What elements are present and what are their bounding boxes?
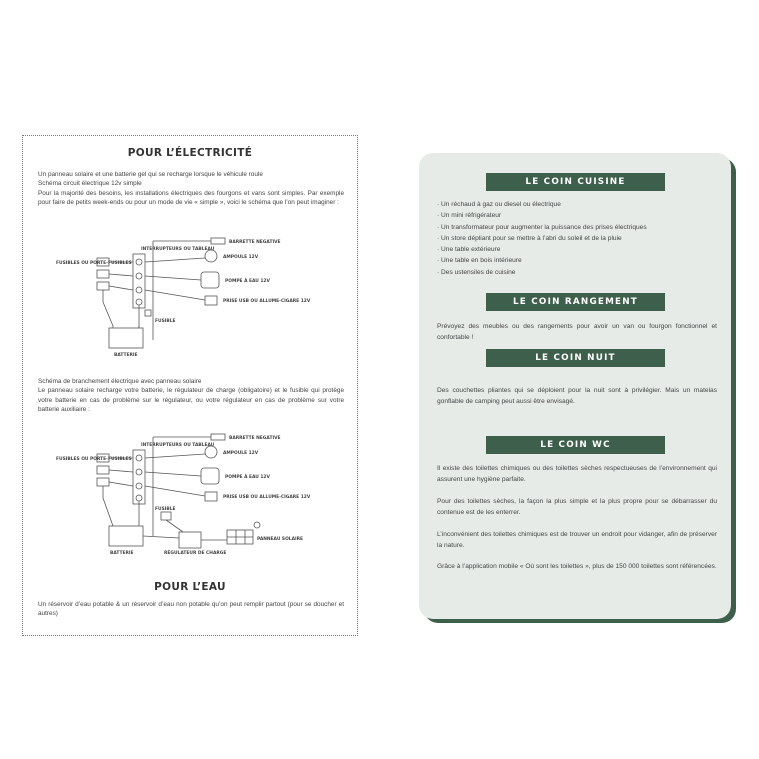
usb-socket bbox=[205, 296, 217, 305]
label-ampoule-2: AMPOULE 12V bbox=[223, 451, 259, 456]
sun bbox=[254, 522, 260, 528]
list-item: · Des ustensiles de cuisine bbox=[437, 268, 516, 276]
list-item: · Un transformateur pour augmenter la puissance des prises électriques bbox=[437, 223, 647, 231]
switch-panel bbox=[133, 254, 145, 308]
label-panneau: PANNEAU SOLAIRE bbox=[257, 537, 304, 542]
fuse-holder-3 bbox=[97, 282, 109, 290]
label-interrupteurs-1: INTERRUPTEURS OU TABLEAU bbox=[141, 247, 215, 252]
list-item: · Un mini réfrigérateur bbox=[437, 212, 502, 220]
label-ampoule-1: AMPOULE 12V bbox=[223, 255, 259, 260]
wc-paragraph-1: Il existe des toilettes chimiques ou des toilettes sèches respectueuses de l’environnement qui assurent une hygiène parfaite. bbox=[437, 465, 717, 483]
rangement-banner: LE COIN RANGEMENT bbox=[486, 293, 665, 311]
switch-4 bbox=[136, 299, 142, 305]
label-fusibles-2: FUSIBLES OU PORTE-FUSIBLES bbox=[56, 457, 132, 462]
cuisine-list bbox=[437, 199, 717, 278]
wc-paragraph-2: Pour des toilettes sèches, la façon la plus simple et la plus propre pour se débarrasser du contenue est de les enterrer. bbox=[437, 498, 717, 516]
battery-2 bbox=[109, 526, 143, 546]
switch-2 bbox=[136, 273, 142, 279]
solar-line-2: Le panneau solaire recharge votre batterie, le régulateur de charge (obligatoire) et le fusible qui protège votre batterie en cas de problème sur le régulateur, ou votre régulateur en cas de problème sur votre batterie auxiliaire : bbox=[38, 387, 344, 414]
fuse bbox=[145, 310, 151, 316]
label-pompe-1: POMPE À EAU 12V bbox=[225, 279, 270, 284]
wc-paragraph-3: L’inconvénient des toilettes chimiques est de trouver un endroit pour vidanger, afin de préserver la nature. bbox=[437, 531, 717, 549]
label-fusible-1: FUSIBLE bbox=[155, 319, 176, 324]
label-prise-2: PRISE USB OU ALLUME-CIGARE 12V bbox=[223, 495, 311, 500]
label-barrette-2: BARRETTE NEGATIVE bbox=[229, 436, 281, 441]
label-fusibles-1: FUSIBLES OU PORTE-FUSIBLES bbox=[56, 261, 132, 266]
label-fusible-2: FUSIBLE bbox=[155, 507, 176, 512]
simple-circuit-svg bbox=[43, 230, 343, 360]
label-barrette-1: BARRETTE NEGATIVE bbox=[229, 240, 281, 245]
battery bbox=[109, 328, 143, 348]
electricity-page bbox=[22, 135, 358, 636]
solar-circuit-diagram bbox=[43, 426, 343, 556]
list-item: · Un store dépliant pour se mettre à l’abri du soleil et de la pluie bbox=[437, 234, 622, 242]
wc-paragraph-4: Grâce à l’application mobile « Où sont les toilettes », plus de 150 000 toilettes sont référencées. bbox=[437, 563, 717, 570]
cuisine-banner: LE COIN CUISINE bbox=[486, 173, 665, 191]
list-item: · Un réchaud à gaz ou diesel ou électrique bbox=[437, 201, 561, 208]
list-item: · Une table en bois intérieure bbox=[437, 257, 522, 265]
electricity-title: POUR L’ÉLECTRICITÉ bbox=[127, 147, 253, 159]
wc-banner: LE COIN WC bbox=[486, 436, 665, 454]
label-pompe-2: POMPE À EAU 12V bbox=[225, 475, 270, 480]
water-text: Un réservoir d’eau potable & un réservoir d’eau non potable qu’on peut remplir partout (pour se doucher et autres) bbox=[38, 601, 344, 618]
fuse-holder-2 bbox=[97, 270, 109, 278]
switch-3 bbox=[136, 287, 142, 293]
negative-busbar bbox=[211, 238, 225, 244]
intro-line-3: Pour la majorité des besoins, les installations électriques des fourgons et vans sont simples. Par exemple pour faire de petits week-ends ou pour un mode de vie « simple », voici le schéma que l’on peut imaginer : bbox=[38, 189, 344, 207]
simple-circuit-diagram bbox=[43, 230, 343, 360]
label-batterie-2: BATTERIE bbox=[110, 551, 134, 556]
nuit-banner: LE COIN NUIT bbox=[486, 349, 665, 367]
nuit-text: Des couchettes pliantes qui se déploient pour la nuit sont à privilégier. Mais un matelas gonflable de camping peut aussi être envisagé. bbox=[437, 387, 717, 405]
charge-regulator bbox=[179, 532, 201, 548]
solar-intro bbox=[38, 377, 344, 415]
fuse-2 bbox=[161, 512, 171, 520]
intro-line-2: Schéma circuit électrique 12v simple bbox=[38, 180, 142, 188]
solar-circuit-svg bbox=[43, 426, 343, 556]
label-regulateur: RÉGULATEUR DE CHARGE bbox=[164, 551, 227, 556]
water-title: POUR L’EAU bbox=[154, 581, 226, 593]
list-item: · Une table extérieure bbox=[437, 246, 501, 254]
solar-line-1: Schéma de branchement électrique avec panneau solaire bbox=[38, 378, 202, 385]
label-interrupteurs-2: INTERRUPTEURS OU TABLEAU bbox=[141, 443, 215, 448]
label-prise-1: PRISE USB OU ALLUME-CIGARE 12V bbox=[223, 299, 311, 304]
intro-line-1: Un panneau solaire et une batterie gel qui se recharge lorsque le véhicule roule bbox=[38, 171, 263, 178]
electricity-intro bbox=[38, 170, 344, 208]
label-batterie-1: BATTERIE bbox=[114, 353, 138, 358]
switch-1 bbox=[136, 259, 142, 265]
rangement-text: Prévoyez des meubles ou des rangements pour avoir un van ou fourgon fonctionnel et confortable ! bbox=[437, 323, 717, 341]
pump bbox=[201, 272, 219, 288]
